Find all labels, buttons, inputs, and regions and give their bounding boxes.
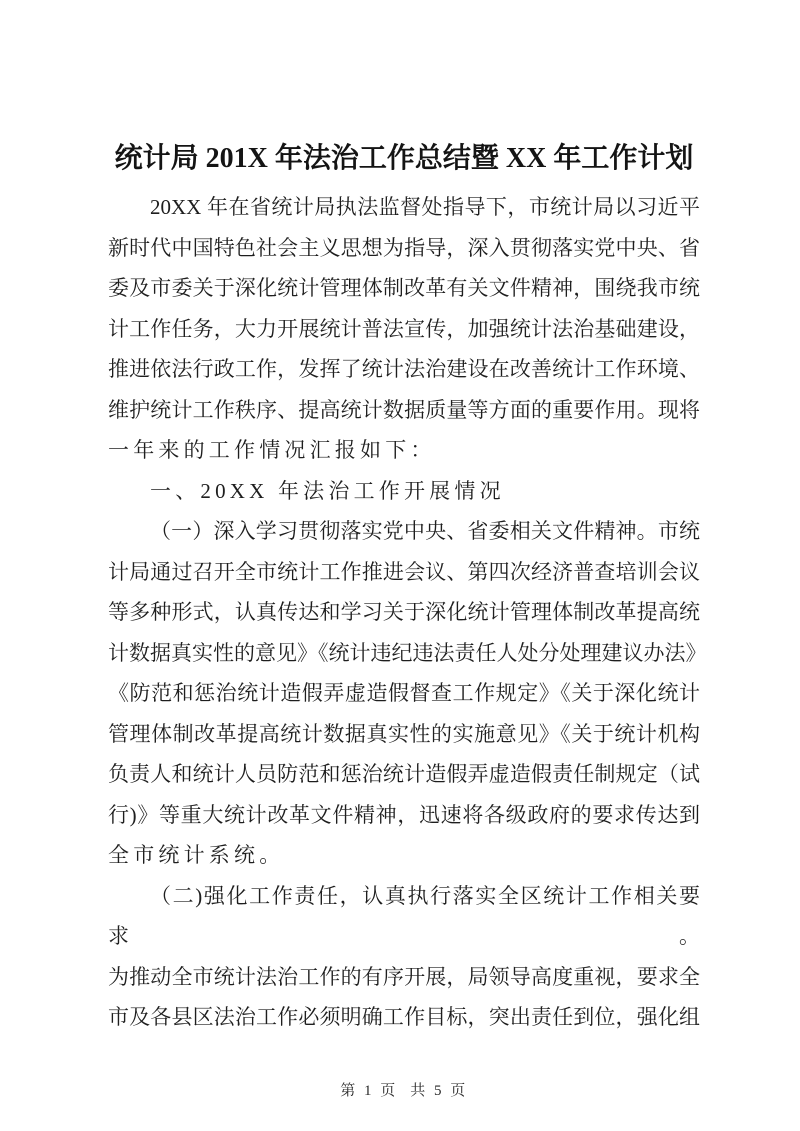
page-footer: [108, 1080, 700, 1102]
body-line: 全市统计系统。: [108, 843, 285, 867]
body-line: 《防范和惩治统计造假弄虚造假督查工作规定》《关于深化统计: [108, 681, 700, 705]
body-line: 一年来的工作情况汇报如下：: [108, 438, 436, 462]
body-line: 推进依法行政工作，发挥了统计法治建设在改善统计工作环境、: [108, 357, 700, 381]
body-line: 计数据真实性的意见》《统计违纪违法责任人处分处理建议办法》: [108, 640, 707, 665]
body-line: 一、20XX 年法治工作开展情况: [150, 478, 505, 503]
body-line: 市及各县区法治工作必须明确工作目标，突出责任到位，强化组: [108, 1005, 700, 1029]
body-line: 20XX 年在省统计局执法监督处指导下，市统计局以习近平: [150, 195, 700, 219]
body-line: 行)》等重大统计改革文件精神，迅速将各级政府的要求传达到: [108, 802, 700, 827]
document-body: [108, 187, 707, 1038]
body-line: 计局通过召开全市统计工作推进会议、第四次经济普查培训会议: [108, 559, 700, 584]
body-line: 等多种形式，认真传达和学习关于深化统计管理体制改革提高统: [108, 600, 700, 624]
body-line: 为推动全市统计法治工作的有序开展，局领导高度重视，要求全: [108, 964, 700, 989]
body-line: （二)强化工作责任，认真执行落实全区统计工作相关要求。: [108, 883, 700, 948]
body-line: 负责人和统计人员防范和惩治统计造假弄虚造假责任制规定（试: [108, 762, 700, 786]
body-line: 管理体制改革提高统计数据真实性的实施意见》《关于统计机构: [108, 721, 700, 746]
body-line: （一）深入学习贯彻落实党中央、省委相关文件精神。市统: [150, 519, 700, 543]
body-line: 计工作任务，大力开展统计普法宣传，加强统计法治基础建设，: [108, 316, 700, 341]
document-title: 统计局 201X 年法治工作总结暨 XX 年工作计划: [114, 143, 694, 174]
body-line: 新时代中国特色社会主义思想为指导，深入贯彻落实党中央、省: [108, 235, 700, 260]
page-number-label: 第 1 页 共 5 页: [340, 1082, 468, 1099]
body-line: 维护统计工作秩序、提高统计数据质量等方面的重要作用。现将: [108, 397, 700, 422]
body-line: 委及市委关于深化统计管理体制改革有关文件精神，围绕我市统: [108, 276, 700, 300]
